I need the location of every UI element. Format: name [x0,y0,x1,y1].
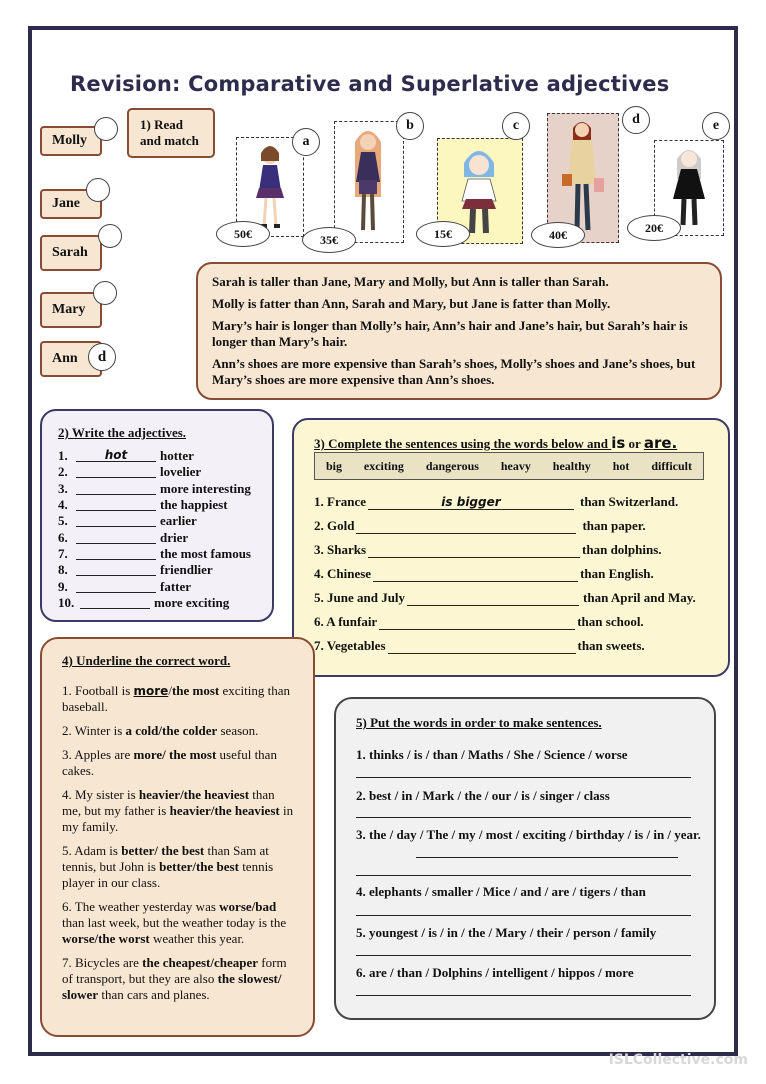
choice[interactable]: the most [169,747,217,762]
section-4-box [40,637,315,1037]
list-item: 4. the happiest [58,497,228,513]
question-1: 1. Football is more/the most exciting than baseball. [62,683,291,714]
section-5-box [334,697,716,1020]
sentence-line: 1. France is bigger than Switzerland. [314,494,679,509]
list-item: 9. fatter [58,578,192,594]
clues-box [196,262,722,400]
question-7: 7. Bicycles are the cheapest/cheaper form of transport, but they are also the slowest/ slower than cars and planes. [62,955,287,1002]
name-box-ann: Ann [40,341,102,377]
sentence-line: 6. A funfair than school. [314,614,644,629]
question-3: 3. the / day / The / my / most / exciting / birthday / is / in / year. [356,827,701,842]
answer-circle-molly[interactable] [94,117,118,141]
answer-line[interactable] [356,817,691,818]
price-a: 50€ [216,221,270,247]
list-item: 5. earlier [58,513,197,529]
answer-field[interactable] [76,532,156,544]
price-c: 15€ [416,221,470,247]
answer-field[interactable] [76,466,156,478]
question-1: 1. thinks / is / than / Maths / She / Science / worse [356,747,628,762]
section-5-title: 5) Put the words in order to make sentences. [356,715,602,730]
answer-field[interactable] [388,639,576,654]
word-bank-item: healthy [552,458,591,473]
answer-line[interactable] [356,875,691,876]
answer-field[interactable] [76,483,156,495]
choice[interactable]: better/ the best [121,843,205,858]
letter-d: d [622,106,650,134]
choice[interactable]: worse/the worst [62,931,150,946]
section-4-title: 4) Underline the correct word. [62,653,231,668]
answer-field[interactable]: is bigger [368,495,574,510]
answer-field[interactable] [76,581,156,593]
section-3-title: 3) Complete the sentences using the words below and is or are. [314,434,678,452]
watermark: ISLCollective.com [608,1052,748,1068]
answer-field[interactable] [76,548,156,560]
question-2: 2. best / in / Mark / the / our / is / singer / class [356,788,610,803]
clue-4: Ann’s shoes are more expensive than Sarah’s shoes, Molly’s shoes and Jane’s shoes, but Mary’s shoes are more expensive than Ann’s shoes. [212,356,696,387]
answer-field[interactable] [407,591,579,606]
sentence-line: 7. Vegetables than sweets. [314,638,645,653]
girl-picture-b [334,121,404,243]
choice[interactable]: heavier/the heaviest [169,803,280,818]
list-item: 2. lovelier [58,464,202,480]
question-2: 2. Winter is a cold/the colder season. [62,723,259,738]
answer-line[interactable] [356,955,691,956]
choice[interactable]: more [133,684,169,698]
clue-2: Molly is fatter than Ann, Sarah and Mary, but Jane is fatter than Molly. [212,296,611,311]
letter-c: c [502,112,530,140]
answer-field[interactable] [80,597,150,609]
list-item: 1. hot hotter [58,448,194,464]
answer-line[interactable] [356,777,691,778]
name-box-jane: Jane [40,189,102,219]
choice[interactable]: a cold [125,723,159,738]
letter-e: e [702,112,730,140]
answer-field[interactable]: hot [76,450,156,462]
sentence-line: 5. June and July than April and May. [314,590,696,605]
word-bank-item: hot [612,458,630,473]
word-bank-item: big [325,458,342,473]
answer-circle-sarah[interactable] [98,224,122,248]
answer-field[interactable] [76,499,156,511]
question-6: 6. are / than / Dolphins / intelligent / hippos / more [356,965,634,980]
word-bank-item: heavy [500,458,531,473]
sentence-line: 3. Sharks than dolphins. [314,542,662,557]
question-6: 6. The weather yesterday was worse/bad than last week, but the weather today is the worse/the worst weather this year. [62,899,287,946]
list-item: 3. more interesting [58,480,251,496]
name-box-sarah: Sarah [40,235,102,271]
choice[interactable]: the most [171,683,220,698]
answer-circle-jane[interactable] [86,178,110,202]
section-2-title: 2) Write the adjectives. [58,425,187,440]
answer-circle-ann[interactable]: d [88,343,116,371]
word-bank [314,452,704,480]
list-item: 8. friendlier [58,562,213,578]
question-4: 4. elephants / smaller / Mice / and / are / tigers / than [356,884,646,899]
word-bank-item: exciting [363,458,404,473]
answer-line[interactable] [416,857,678,858]
section-3-box [292,418,730,677]
answer-field[interactable] [76,515,156,527]
choice[interactable]: the slowest/ slower [62,971,282,1002]
question-5: 5. Adam is better/ the best than Sam at tennis, but John is better/the best tennis player in our class. [62,843,274,890]
answer-field[interactable] [379,615,575,630]
question-5: 5. youngest / is / in / the / Mary / their / person / family [356,925,657,940]
read-and-match-box: 1) Read and match [127,108,215,158]
list-item: 6. drier [58,529,189,545]
choice[interactable]: more [133,747,163,762]
clue-3: Mary’s hair is longer than Molly’s hair, Ann’s hair and Jane’s hair, but Sarah’s hair is longer than Mary’s hair. [212,318,688,349]
sentence-line: 4. Chinese than English. [314,566,654,581]
choice[interactable]: heavier/the heaviest [138,787,250,802]
word-bank-item: dangerous [425,458,479,473]
page-title: Revision: Comparative and Superlative adjectives [70,72,670,96]
choice[interactable]: the cheapest/cheaper [142,955,259,970]
choice[interactable]: better/the best [159,859,239,874]
answer-field[interactable] [356,519,576,534]
price-b: 35€ [302,227,356,253]
answer-field[interactable] [76,564,156,576]
list-item: 10. more exciting [58,594,230,610]
answer-line[interactable] [356,915,691,916]
girl-b-illustration [335,122,402,241]
question-4: 4. My sister is heavier/the heaviest than me, but my father is heavier/the heaviest in my family. [62,787,294,834]
answer-field[interactable] [373,567,578,582]
letter-b: b [396,112,424,140]
price-e: 20€ [627,215,681,241]
name-box-molly: Molly [40,126,102,156]
name-box-mary: Mary [40,292,102,328]
choice[interactable]: the colder [162,723,218,738]
answer-circle-mary[interactable] [93,281,117,305]
letter-a: a [292,128,320,156]
list-item: 7. the most famous [58,545,251,561]
clue-1: Sarah is taller than Jane, Mary and Molly, but Ann is taller than Sarah. [212,274,609,289]
word-bank-item: difficult [651,458,692,473]
section-2-box [40,409,274,622]
answer-field[interactable] [368,543,580,558]
price-d: 40€ [531,222,585,248]
answer-line[interactable] [356,995,691,996]
sentence-line: 2. Gold than paper. [314,518,646,533]
question-3: 3. Apples are more/ the most useful than cakes. [62,747,277,778]
choice[interactable]: worse/bad [219,899,277,914]
